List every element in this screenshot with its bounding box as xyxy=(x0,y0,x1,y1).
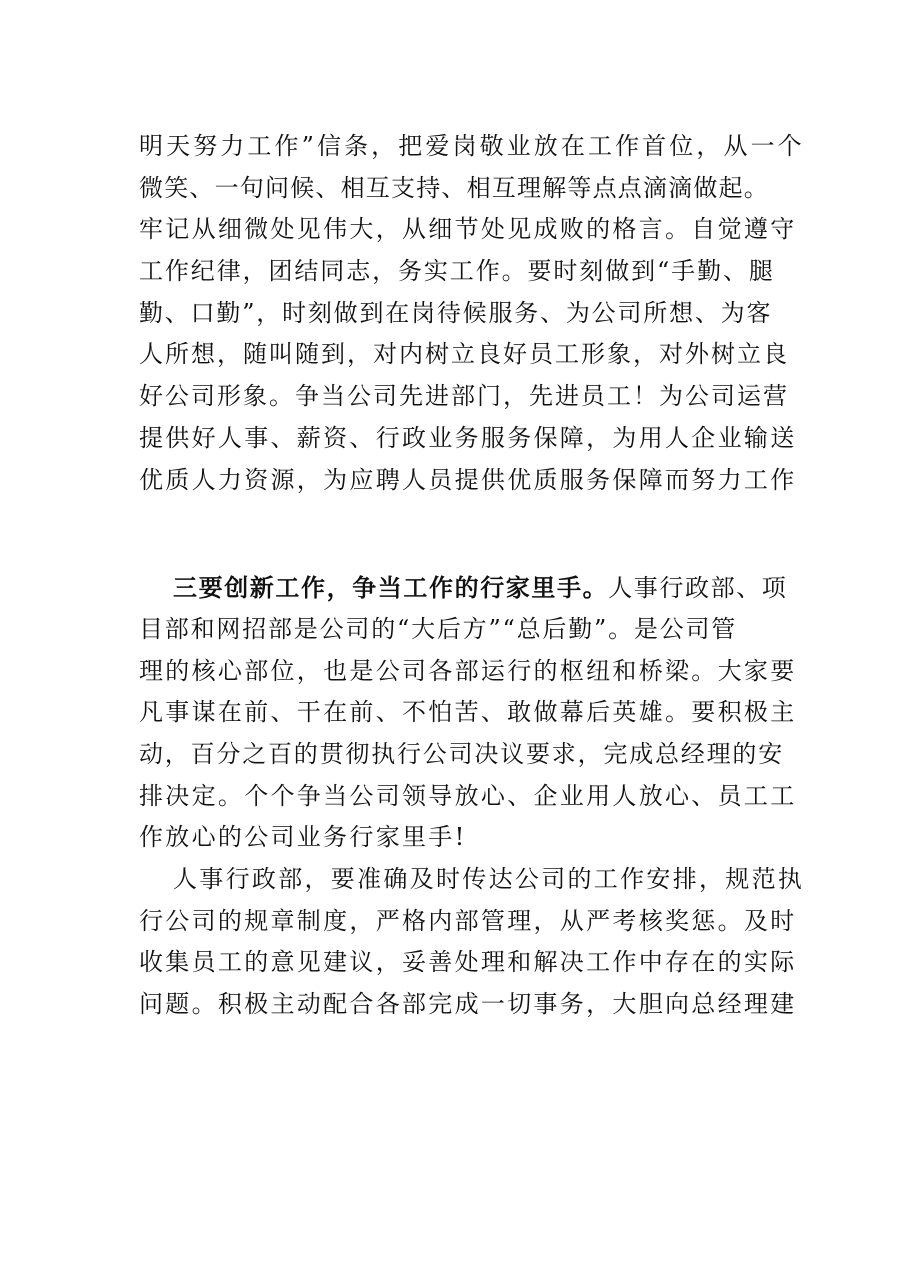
paragraph-gap xyxy=(139,501,779,567)
text-line: 排决定。个个争当公司领导放心、企业用人放心、员工工 xyxy=(139,781,797,810)
text-line: 行公司的规章制度，严格内部管理，从严考核奖惩。及时 xyxy=(139,906,797,935)
text-line: 牢记从细微处见伟大，从细节处见成败的格言。自觉遵守 xyxy=(139,215,797,244)
text-line: 好公司形象。争当公司先进部门，先进员工！为公司运营 xyxy=(139,382,789,411)
text-line: 人所想，随叫随到，对内树立良好员工形象，对外树立良 xyxy=(139,340,789,369)
text-line: 人事行政部，要准确及时传达公司的工作安排，规范执 xyxy=(173,865,805,893)
text-line: 微笑、一句问候、相互支持、相互理解等点点滴滴做起。 xyxy=(139,173,769,202)
text-line: 问题。积极主动配合各部完成一切事务，大胆向总经理建 xyxy=(139,990,797,1019)
text-line: 收集员工的意见建议，妥善处理和解决工作中存在的实际 xyxy=(139,948,797,977)
text-line: 勤、口勤”，时刻做到在岗待候服务、为公司所想、为客 xyxy=(139,298,773,327)
paragraph-hr-department xyxy=(139,859,805,1026)
text-line: 目部和网招部是公司的“大后方”“总后勤”。是公司管 xyxy=(139,614,738,643)
text-line: 动，百分之百的贯彻执行公司决议要求，完成总经理的安 xyxy=(139,739,784,768)
paragraph-innovation xyxy=(139,567,797,859)
text-line: 作放心的公司业务行家里手! xyxy=(139,823,467,852)
text-line: 凡事谋在前、干在前、不怕苦、敢做幕后英雄。要积极主 xyxy=(139,698,797,727)
text-line: 明天努力工作”信条，把爱岗敬业放在工作首位，从一个 xyxy=(139,132,805,160)
document-page xyxy=(139,126,805,1026)
text-line: 优质人力资源，为应聘人员提供优质服务保障而努力工作 xyxy=(139,465,797,494)
text-line: 工作纪律，团结同志，务实工作。要时刻做到“手勤、腿 xyxy=(139,257,775,286)
section-heading: 三要创新工作，争当工作的行家里手。 xyxy=(173,573,609,603)
text-line-with-heading xyxy=(139,567,788,609)
paragraph-dedication xyxy=(139,126,805,501)
text-fragment: 人事行政部、项 xyxy=(608,574,788,603)
text-line: 理的核心部位，也是公司各部运行的枢纽和桥梁。大家要 xyxy=(139,656,797,685)
text-line: 提供好人事、薪资、行政业务服务保障，为用人企业输送 xyxy=(139,423,797,452)
